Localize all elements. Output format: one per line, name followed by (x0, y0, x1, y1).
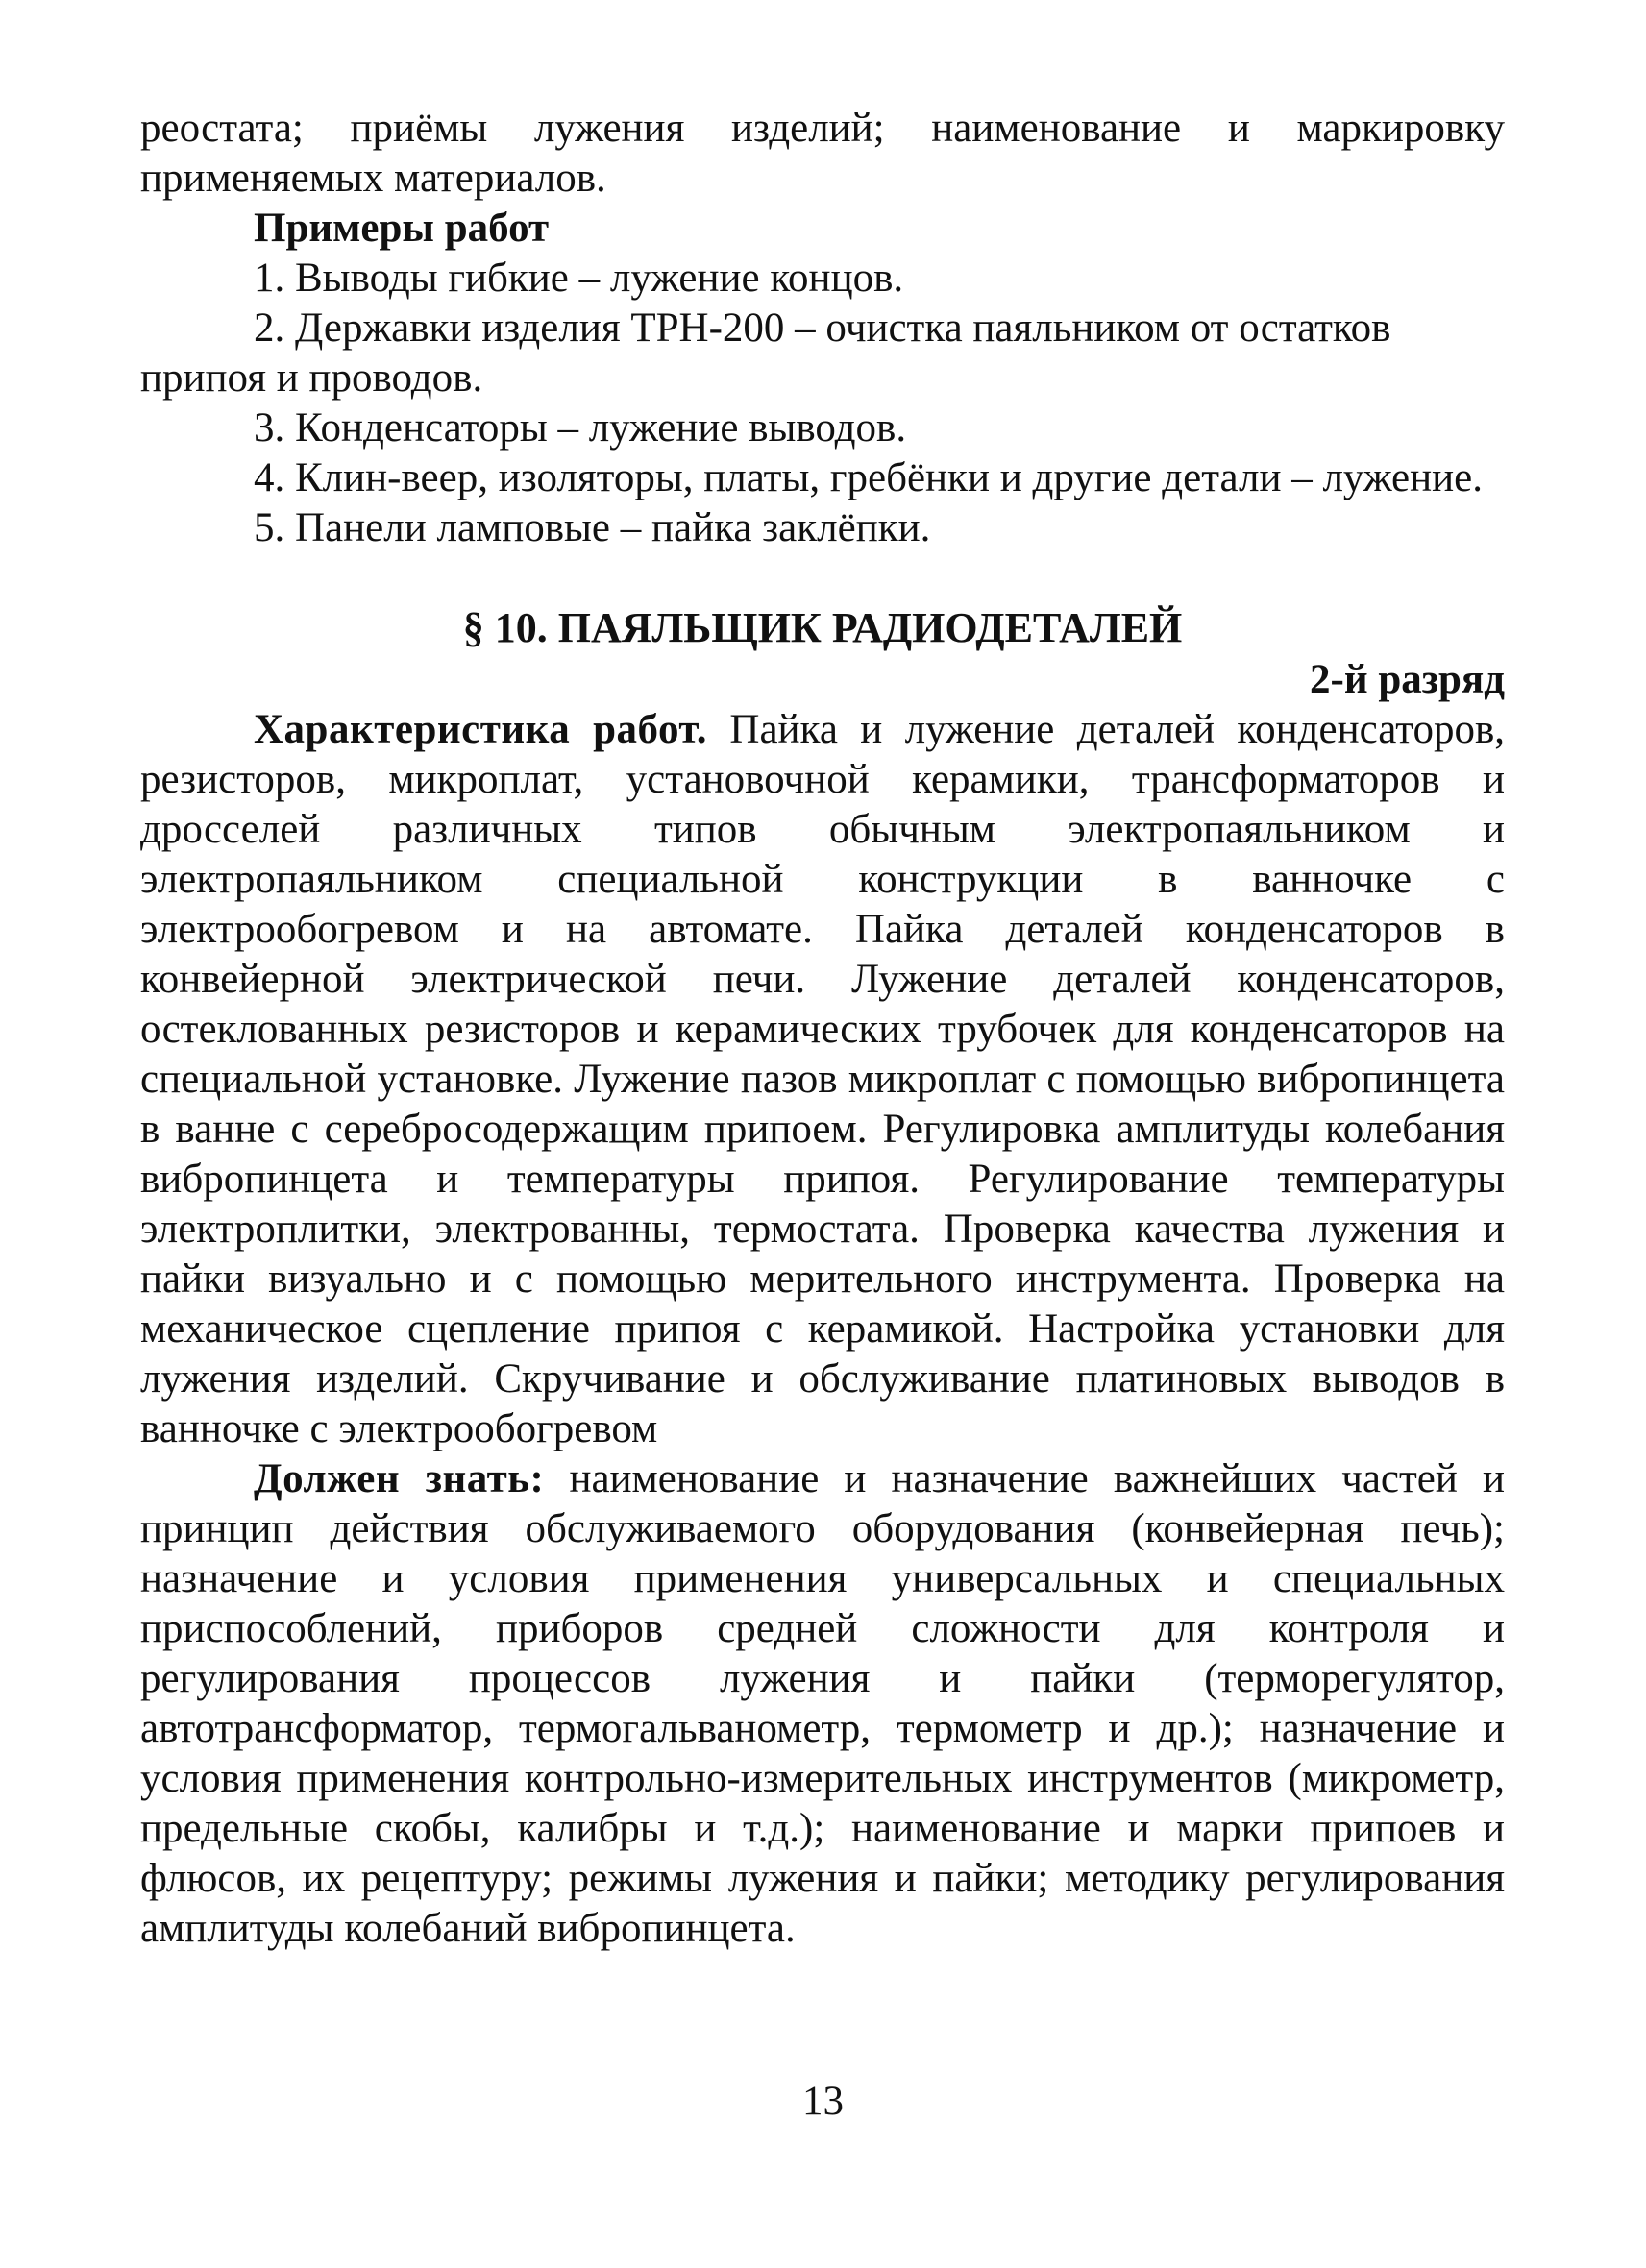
knowledge-label: Должен знать: (254, 1456, 545, 1501)
characteristics-label: Характеристика работ. (254, 707, 708, 752)
example-item-2: 2. Державки изделия ТРН-200 – очистка паяльником от остатков припоя и проводов. (140, 305, 1391, 401)
example-item-3: 3. Конденсаторы – лужение выводов. (254, 405, 907, 451)
examples-title: Примеры работ (254, 206, 550, 251)
example-item-5: 5. Панели ламповые – пайка заклёпки. (254, 505, 931, 550)
characteristics-text: Пайка и лужение деталей конденсаторов, резисторов, микроплат, установочной керамики, трансформаторов и дросселей различных типов обычным электропаяльником и электропаяльником специальной конструкции в ванночке с электрообогревом и на автомате. Пайка деталей конденсаторов в конвейерной электрической печи. Лужение деталей конденсаторов, остеклованных резисторов и керамических трубочек для конденсаторов на специальной установке. Лужение пазов микроплат с помощью вибропинцета в ванне с серебросодержащим припоем. Регулировка амплитуды колебания вибропинцета и температуры припоя. Регулирование температуры электроплитки, электрованны, термостата. Проверка качества лужения и пайки визуально и с помощью мерительного инструмента. Проверка на механическое сцепление припоя с керамикой. Настройка установки для лужения изделий. Скручивание и обслуживание платиновых выводов в ванночке с электрообогревом (140, 707, 1505, 1451)
example-item-1: 1. Выводы гибкие – лужение концов. (254, 256, 904, 301)
knowledge-paragraph (140, 1454, 1505, 1954)
section-title: § 10. ПАЯЛЬЩИК РАДИОДЕТАЛЕЙ (462, 604, 1183, 651)
intro-paragraph: реостата; приёмы лужения изделий; наименование и маркировку применяемых материалов. (140, 106, 1505, 201)
example-item-4: 4. Клин-веер, изоляторы, платы, гребёнки и другие детали – лужение. (254, 455, 1483, 500)
grade-label: 2-й разряд (1310, 657, 1505, 702)
page-content (140, 104, 1505, 1954)
page-number: 13 (802, 2079, 844, 2124)
knowledge-text: наименование и назначение важнейших частей и принцип действия обслуживаемого оборудования (конвейерная печь); назначение и условия применения универсальных и специальных приспособлений, приборов средней сложности для контроля и регулирования процессов лужения и пайки (терморегулятор, автотрансформатор, термогальванометр, термометр и др.); назначение и условия применения контрольно-измерительных инструментов (микрометр, предельные скобы, калибры и т.д.); наименование и марки припоев и флюсов, их рецептуру; режимы лужения и пайки; методику регулирования амплитуды колебаний вибропинцета. (140, 1456, 1505, 1951)
characteristics-paragraph (140, 705, 1505, 1454)
